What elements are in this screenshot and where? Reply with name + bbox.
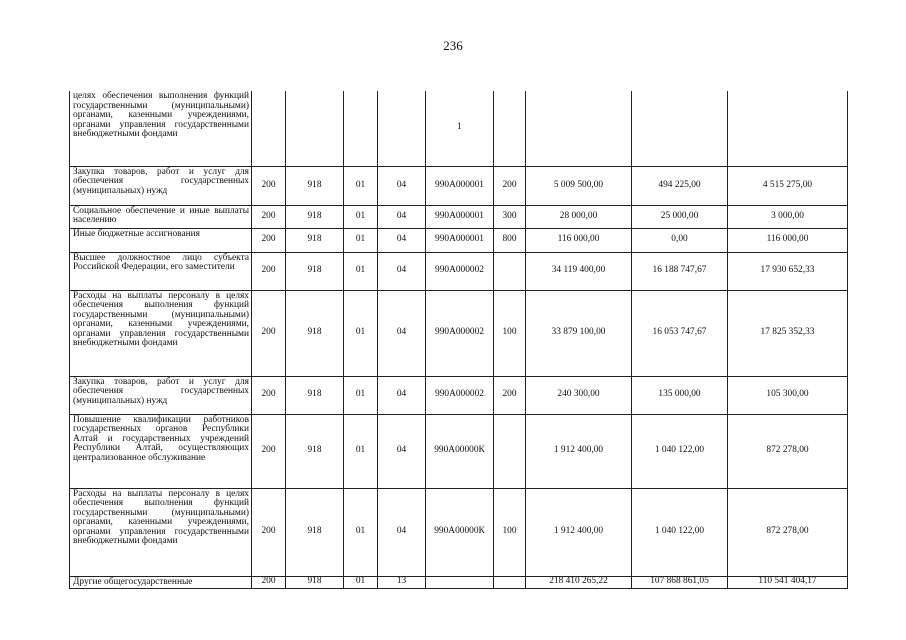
subsection-code-cell: 04 bbox=[378, 228, 426, 252]
code-cell: 200 bbox=[252, 252, 286, 290]
table-row bbox=[70, 205, 848, 228]
subsection-code-cell: 04 bbox=[378, 290, 426, 376]
row-name-cell: Высшее должностное лицо субъекта Российской Федерации, его заместители bbox=[70, 252, 252, 290]
planned-amount-cell: 33 879 100,00 bbox=[526, 290, 632, 376]
expense-type-cell: 800 bbox=[494, 228, 526, 252]
target-article-cell bbox=[426, 576, 494, 588]
row-name-cell: Иные бюджетные ассигнования bbox=[70, 228, 252, 252]
ministry-code-cell: 918 bbox=[286, 576, 344, 588]
row-name-cell: целях обеспечения выполнения функций государственными (муниципальными) органами, казенными учреждениями, органами управления государственными внебюджетными фондами bbox=[70, 91, 252, 166]
section-code-cell: 01 bbox=[344, 290, 378, 376]
code-cell: 200 bbox=[252, 488, 286, 576]
expense-type-cell bbox=[494, 91, 526, 166]
ministry-code-cell bbox=[286, 91, 344, 166]
remaining-amount-cell: 17 825 352,33 bbox=[728, 290, 848, 376]
code-cell: 200 bbox=[252, 376, 286, 414]
table-body bbox=[70, 91, 848, 588]
planned-amount-cell: 240 300,00 bbox=[526, 376, 632, 414]
target-article-cell: 990А000001 bbox=[426, 205, 494, 228]
executed-amount-cell: 25 000,00 bbox=[632, 205, 728, 228]
section-code-cell: 01 bbox=[344, 228, 378, 252]
code-cell: 200 bbox=[252, 228, 286, 252]
code-cell: 200 bbox=[252, 205, 286, 228]
code-cell bbox=[252, 91, 286, 166]
target-article-cell: 990А000001 bbox=[426, 166, 494, 205]
ministry-code-cell: 918 bbox=[286, 414, 344, 488]
subsection-code-cell: 13 bbox=[378, 576, 426, 588]
ministry-code-cell: 918 bbox=[286, 290, 344, 376]
executed-amount-cell bbox=[632, 91, 728, 166]
remaining-amount-cell: 872 278,00 bbox=[728, 414, 848, 488]
executed-amount-cell: 1 040 122,00 bbox=[632, 414, 728, 488]
code-cell: 200 bbox=[252, 166, 286, 205]
row-name-cell: Повышение квалификации работников государственных органов Республики Алтай и государственных учреждений Республики Алтай, осуществляющих централизованное обслуживание bbox=[70, 414, 252, 488]
remaining-amount-cell: 17 930 652,33 bbox=[728, 252, 848, 290]
planned-amount-cell: 1 912 400,00 bbox=[526, 414, 632, 488]
expense-type-cell: 300 bbox=[494, 205, 526, 228]
remaining-amount-cell: 872 278,00 bbox=[728, 488, 848, 576]
expense-type-cell: 200 bbox=[494, 376, 526, 414]
executed-amount-cell: 107 868 861,05 bbox=[632, 576, 728, 588]
expense-type-cell: 100 bbox=[494, 488, 526, 576]
remaining-amount-cell: 4 515 275,00 bbox=[728, 166, 848, 205]
page-number: 236 bbox=[443, 38, 463, 53]
planned-amount-cell: 218 410 265,22 bbox=[526, 576, 632, 588]
row-name-cell: Другие общегосударственные bbox=[70, 576, 252, 588]
planned-amount-cell: 28 000,00 bbox=[526, 205, 632, 228]
target-article-cell: 990А000001 bbox=[426, 228, 494, 252]
executed-amount-cell: 0,00 bbox=[632, 228, 728, 252]
code-cell: 200 bbox=[252, 290, 286, 376]
section-code-cell: 01 bbox=[344, 576, 378, 588]
remaining-amount-cell: 116 000,00 bbox=[728, 228, 848, 252]
subsection-code-cell: 04 bbox=[378, 414, 426, 488]
expense-type-cell bbox=[494, 414, 526, 488]
ministry-code-cell: 918 bbox=[286, 205, 344, 228]
remaining-amount-cell: 105 300,00 bbox=[728, 376, 848, 414]
subsection-code-cell: 04 bbox=[378, 252, 426, 290]
target-article-cell: 990А000002 bbox=[426, 290, 494, 376]
expense-type-cell: 200 bbox=[494, 166, 526, 205]
table-row bbox=[70, 166, 848, 205]
executed-amount-cell: 16 188 747,67 bbox=[632, 252, 728, 290]
section-code-cell: 01 bbox=[344, 488, 378, 576]
section-code-cell: 01 bbox=[344, 166, 378, 205]
code-cell: 200 bbox=[252, 576, 286, 588]
remaining-amount-cell: 110 541 404,17 bbox=[728, 576, 848, 588]
row-name-cell: Расходы на выплаты персоналу в целях обеспечения выполнения функций государственными (муниципальными) органами, казенными учреждениями, органами управления государственными внебюджетными фондами bbox=[70, 290, 252, 376]
table-row bbox=[70, 576, 848, 588]
executed-amount-cell: 16 053 747,67 bbox=[632, 290, 728, 376]
table-row bbox=[70, 290, 848, 376]
expense-type-cell bbox=[494, 252, 526, 290]
planned-amount-cell: 116 000,00 bbox=[526, 228, 632, 252]
subsection-code-cell: 04 bbox=[378, 205, 426, 228]
row-name-cell: Закупка товаров, работ и услуг для обеспечения государственных (муниципальных) нужд bbox=[70, 376, 252, 414]
table-row bbox=[70, 91, 848, 166]
planned-amount-cell bbox=[526, 91, 632, 166]
row-name-cell: Расходы на выплаты персоналу в целях обеспечения выполнения функций государственными (муниципальными) органами, казенными учреждениями, органами управления государственными внебюджетными фондами bbox=[70, 488, 252, 576]
expense-type-cell: 100 bbox=[494, 290, 526, 376]
table-row bbox=[70, 376, 848, 414]
section-code-cell: 01 bbox=[344, 205, 378, 228]
table-row bbox=[70, 252, 848, 290]
executed-amount-cell: 494 225,00 bbox=[632, 166, 728, 205]
planned-amount-cell: 34 119 400,00 bbox=[526, 252, 632, 290]
table-row bbox=[70, 228, 848, 252]
planned-amount-cell: 1 912 400,00 bbox=[526, 488, 632, 576]
remaining-amount-cell bbox=[728, 91, 848, 166]
subsection-code-cell: 04 bbox=[378, 376, 426, 414]
code-cell: 200 bbox=[252, 414, 286, 488]
row-name-cell: Социальное обеспечение и иные выплаты населению bbox=[70, 205, 252, 228]
ministry-code-cell: 918 bbox=[286, 488, 344, 576]
section-code-cell: 01 bbox=[344, 252, 378, 290]
remaining-amount-cell: 3 000,00 bbox=[728, 205, 848, 228]
target-article-cell: 990А000002 bbox=[426, 252, 494, 290]
executed-amount-cell: 1 040 122,00 bbox=[632, 488, 728, 576]
section-code-cell: 01 bbox=[344, 376, 378, 414]
ministry-code-cell: 918 bbox=[286, 228, 344, 252]
target-article-cell: 990А000002 bbox=[426, 376, 494, 414]
planned-amount-cell: 5 009 500,00 bbox=[526, 166, 632, 205]
executed-amount-cell: 135 000,00 bbox=[632, 376, 728, 414]
subsection-code-cell: 04 bbox=[378, 488, 426, 576]
table-row bbox=[70, 414, 848, 488]
target-article-cell: 1 bbox=[426, 91, 494, 166]
row-name-cell: Закупка товаров, работ и услуг для обеспечения государственных (муниципальных) нужд bbox=[70, 166, 252, 205]
section-code-cell: 01 bbox=[344, 414, 378, 488]
target-article-cell: 990А00000К bbox=[426, 488, 494, 576]
ministry-code-cell: 918 bbox=[286, 252, 344, 290]
budget-table bbox=[69, 91, 848, 589]
subsection-code-cell bbox=[378, 91, 426, 166]
section-code-cell bbox=[344, 91, 378, 166]
ministry-code-cell: 918 bbox=[286, 376, 344, 414]
table-row bbox=[70, 488, 848, 576]
subsection-code-cell: 04 bbox=[378, 166, 426, 205]
target-article-cell: 990А00000К bbox=[426, 414, 494, 488]
expense-type-cell bbox=[494, 576, 526, 588]
ministry-code-cell: 918 bbox=[286, 166, 344, 205]
